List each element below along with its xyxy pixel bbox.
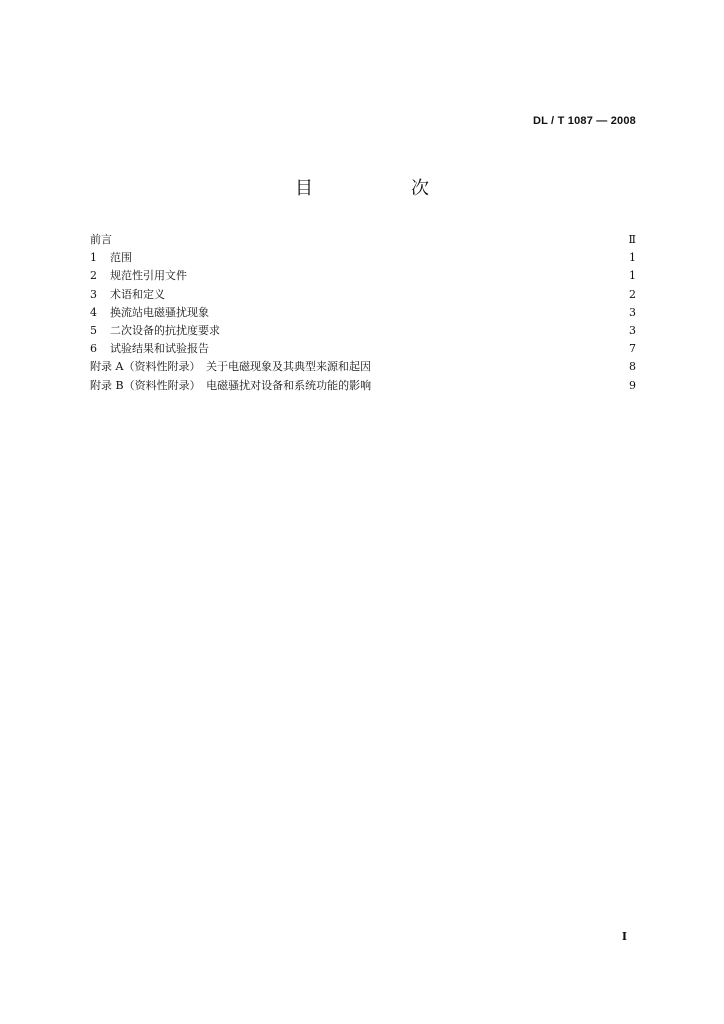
toc-entry-page: 2 — [629, 287, 636, 301]
toc-entry-page: 3 — [629, 323, 636, 337]
toc-entry-title: 试验结果和试验报告 — [110, 342, 209, 356]
toc-entry-3[interactable] — [90, 286, 636, 304]
toc-entry-2[interactable] — [90, 267, 636, 285]
toc-entry-number: 2 — [90, 269, 97, 283]
page-title: 目 次 — [295, 178, 469, 199]
toc-entry-page: Ⅱ — [628, 233, 636, 246]
toc-entry-page: 7 — [629, 342, 636, 356]
toc-entry-5[interactable] — [90, 322, 636, 340]
toc-entry-number: 5 — [90, 323, 97, 337]
toc-entry-title: 范围 — [110, 251, 132, 265]
toc-entry-page: 1 — [629, 269, 636, 283]
toc-entry-number: 3 — [90, 287, 97, 301]
toc-entry-6[interactable] — [90, 340, 636, 358]
standard-code: DL / T 1087 — 2008 — [532, 115, 636, 127]
toc-entry-page: 8 — [629, 360, 636, 374]
toc-entry-title: 术语和定义 — [110, 287, 165, 301]
toc-entry-title: 二次设备的抗扰度要求 — [110, 323, 220, 337]
toc-entry-title: 前言 — [90, 233, 112, 246]
toc-entry-1[interactable] — [90, 249, 636, 267]
toc-entry-4[interactable] — [90, 304, 636, 322]
toc-entry-title: 规范性引用文件 — [110, 269, 187, 283]
toc-entry-title: 换流站电磁骚扰现象 — [110, 305, 209, 319]
toc-entry-page: 9 — [629, 378, 636, 392]
table-of-contents — [90, 231, 636, 395]
toc-entry-page: 3 — [629, 305, 636, 319]
toc-entry-title: 附录 A（资料性附录） 关于电磁现象及其典型来源和起因 — [90, 360, 371, 374]
page-number: Ⅰ — [621, 930, 627, 943]
toc-entry-appendix-b[interactable] — [90, 377, 636, 395]
toc-entry-page: 1 — [629, 251, 636, 265]
toc-entry-foreword[interactable] — [90, 231, 636, 249]
toc-entry-number: 4 — [90, 305, 97, 319]
toc-entry-number: 6 — [90, 342, 97, 356]
toc-entry-appendix-a[interactable] — [90, 358, 636, 376]
toc-entry-title: 附录 B（资料性附录） 电磁骚扰对设备和系统功能的影响 — [90, 378, 372, 392]
toc-entry-number: 1 — [90, 251, 97, 265]
